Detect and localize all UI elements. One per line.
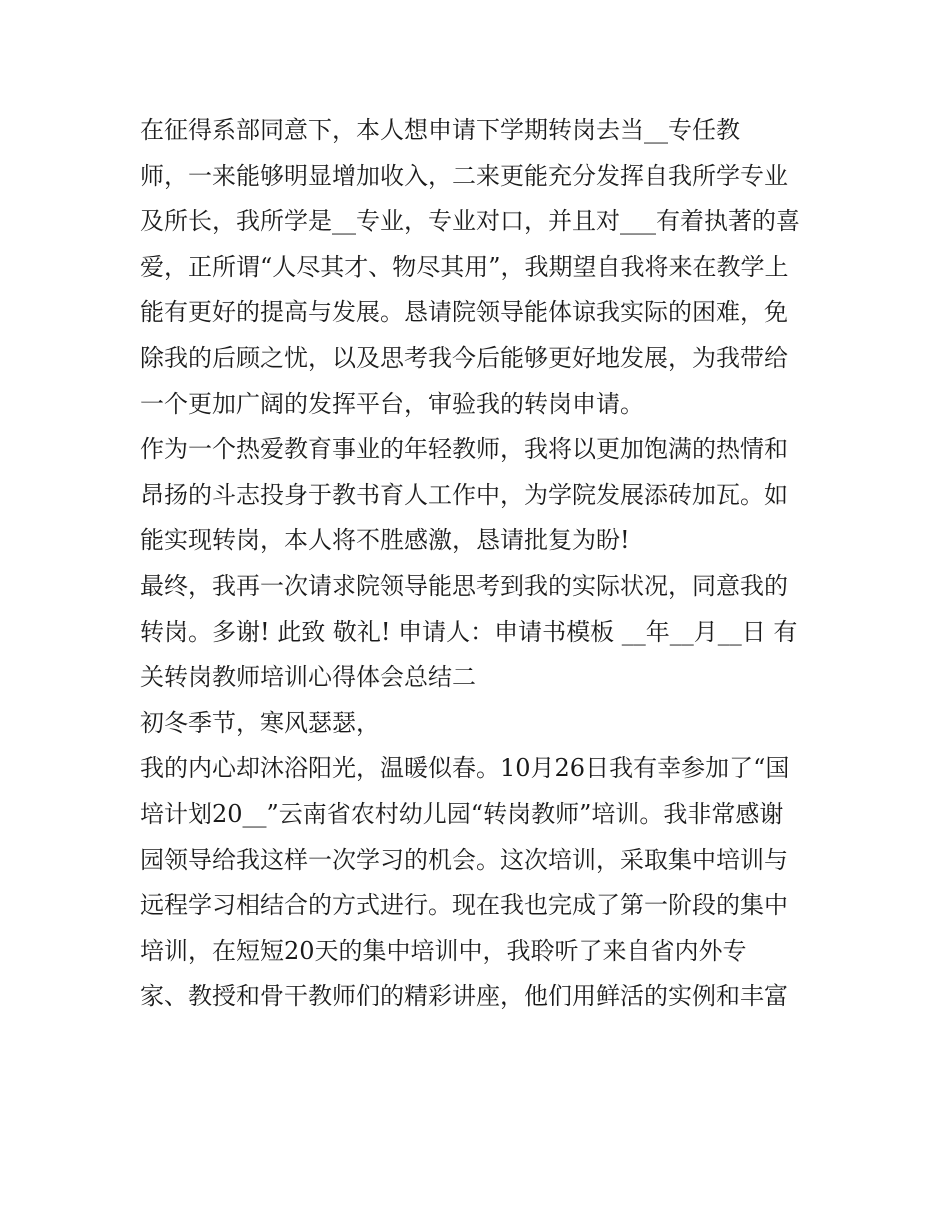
text-line: 能实现转岗，本人将不胜感激，恳请批复为盼! (140, 526, 630, 555)
document-body (140, 108, 815, 1020)
text-line: 及所长，我所学是__专业，专业对口，并且对___有着执著的喜 (140, 207, 800, 236)
text-line: 一个更加广阔的发挥平台，审验我的转岗申请。 (140, 389, 644, 418)
text-line: 昂扬的斗志投身于教书育人工作中，为学院发展添砖加瓦。如 (140, 480, 788, 509)
text-line: 我的内心却沐浴阳光，温暖似春。10月26日我有幸参加了“国 (140, 754, 790, 783)
text-line: 关转岗教师培训心得体会总结二 (140, 663, 476, 692)
text-line: 爱，正所谓“人尽其才、物尽其用”，我期望自我将来在教学上 (140, 252, 789, 281)
text-line: 初冬季节，寒风瑟瑟， (140, 708, 380, 737)
text-line: 培计划20__”云南省农村幼儿园“转岗教师”培训。我非常感谢 (140, 799, 784, 828)
text-line: 园领导给我这样一次学习的机会。这次培训，采取集中培训与 (140, 845, 788, 874)
text-line: 在征得系部同意下，本人想申请下学期转岗去当__专任教 (140, 116, 740, 144)
text-line: 作为一个热爱教育事业的年轻教师，我将以更加饱满的热情和 (140, 435, 788, 464)
text-line: 转岗。多谢! 此致 敬礼! 申请人：申请书模板 __年__月__日 有 (140, 617, 798, 646)
text-line: 师，一来能够明显增加收入，二来更能充分发挥自我所学专业 (140, 161, 788, 190)
text-line: 最终，我再一次请求院领导能思考到我的实际状况，同意我的 (140, 571, 788, 600)
text-line: 能有更好的提高与发展。恳请院领导能体谅我实际的困难，免 (140, 298, 788, 327)
text-line: 家、教授和骨干教师们的精彩讲座，他们用鲜活的实例和丰富 (140, 982, 788, 1011)
text-line: 培训，在短短20天的集中培训中，我聆听了来自省内外专 (140, 936, 747, 965)
text-line: 除我的后顾之忧，以及思考我今后能够更好地发展，为我带给 (140, 343, 788, 372)
text-line: 远程学习相结合的方式进行。现在我也完成了第一阶段的集中 (140, 891, 788, 920)
